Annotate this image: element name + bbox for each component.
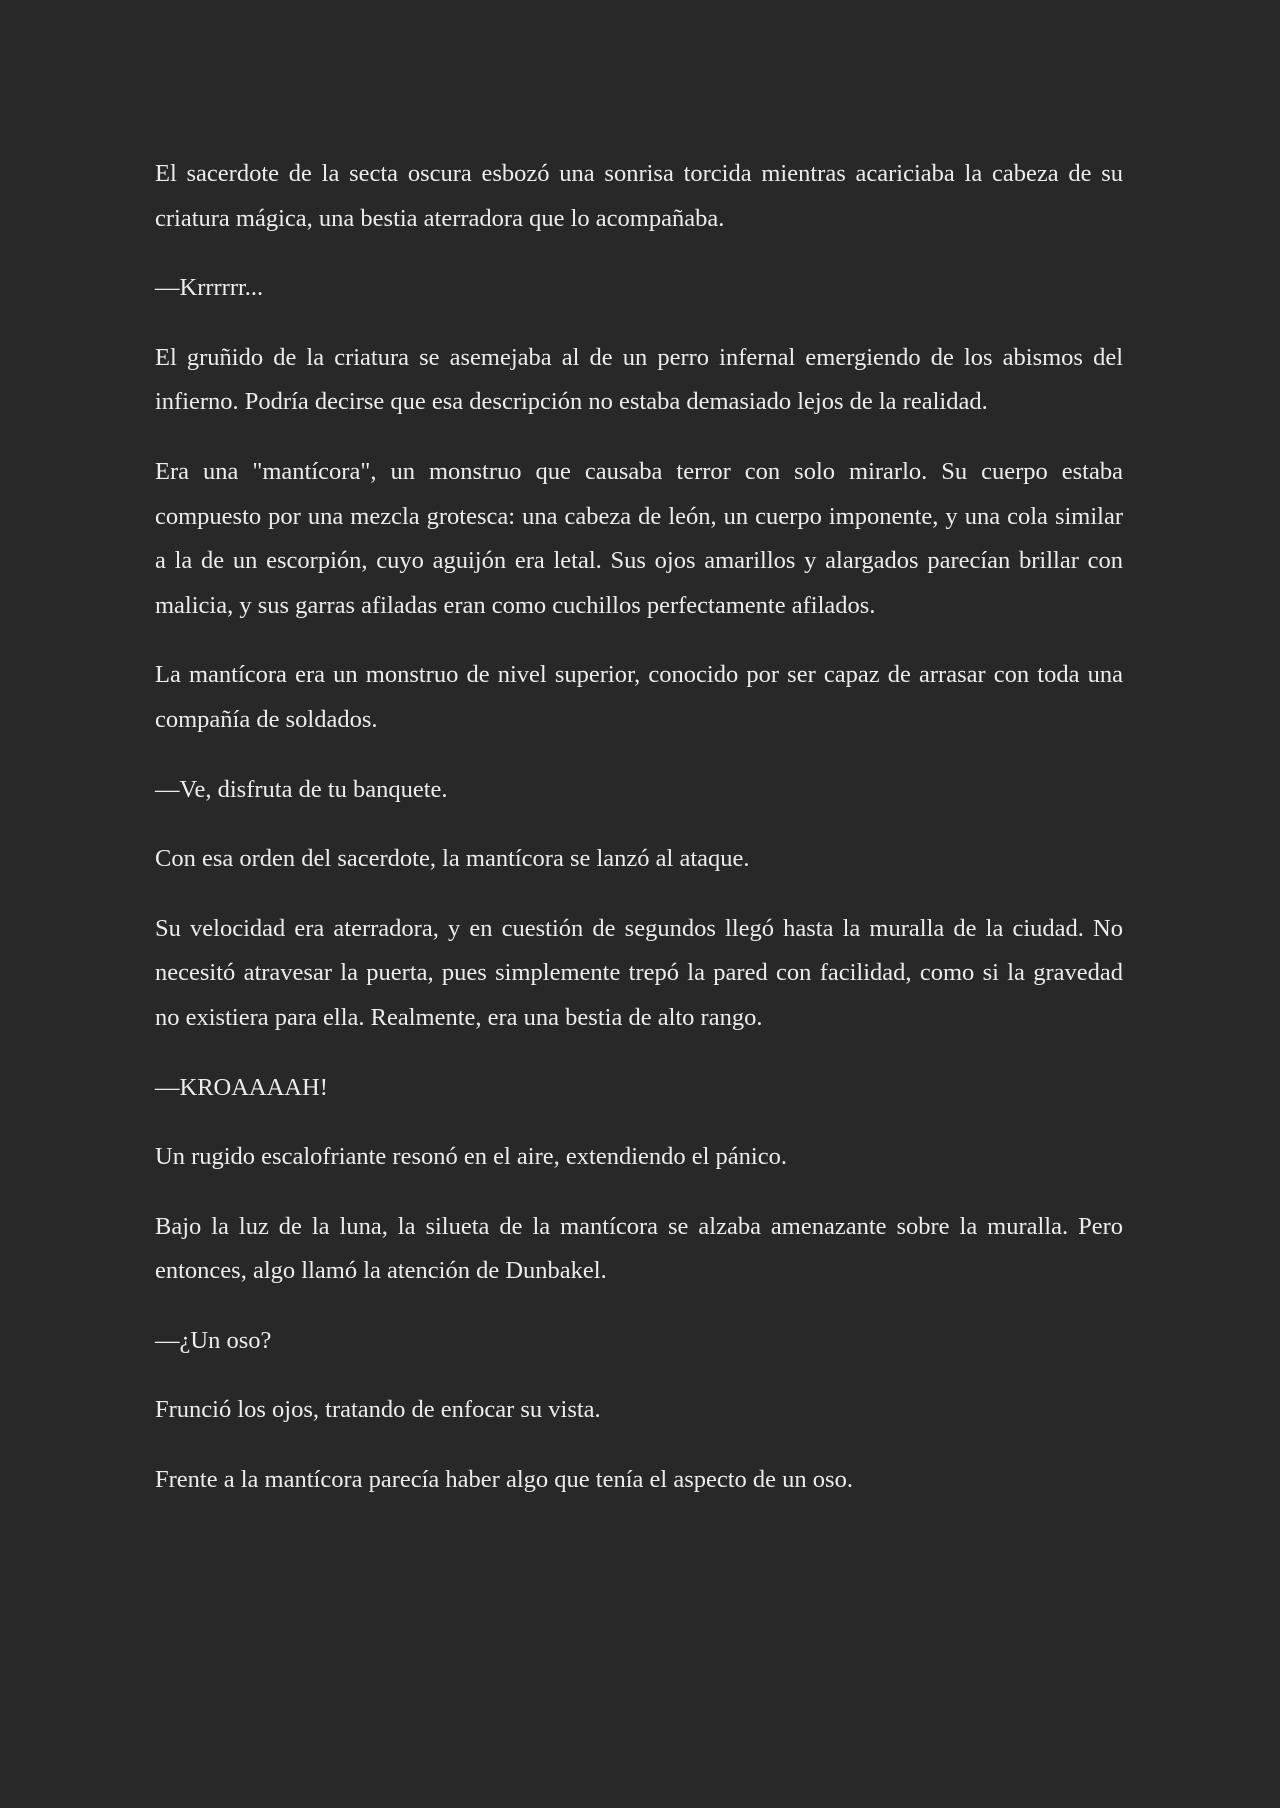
chapter-text xyxy=(155,152,1123,1528)
paragraph: El gruñido de la criatura se asemejaba al de un perro infernal emergiendo de los abismos del infierno. Podría decirse que esa descripción no estaba demasiado lejos de la realidad. xyxy=(155,343,1123,416)
paragraph: Era una "mantícora", un monstruo que causaba terror con solo mirarlo. Su cuerpo estaba compuesto por una mezcla grotesca: una cabeza de león, un cuerpo imponente, y una cola similar a la de un escorpión, cuyo aguijón era letal. Sus ojos amarillos y alargados parecían brillar con malicia, y sus garras afiladas eran como cuchillos perfectamente afilados. xyxy=(155,457,1123,619)
paragraph: Con esa orden del sacerdote, la mantícora se lanzó al ataque. xyxy=(155,845,750,873)
dialogue-line: —¿Un oso? xyxy=(155,1326,272,1354)
dialogue-line: —Ve, disfruta de tu banquete. xyxy=(155,775,448,803)
paragraph: Su velocidad era aterradora, y en cuestión de segundos llegó hasta la muralla de la ciudad. No necesitó atravesar la puerta, pues simplemente trepó la pared con facilidad, como si la gravedad no existiera para ella. Realmente, era una bestia de alto rango. xyxy=(155,914,1123,1031)
paragraph: La mantícora era un monstruo de nivel superior, conocido por ser capaz de arrasar con toda una compañía de soldados. xyxy=(155,661,1123,733)
paragraph: Frunció los ojos, tratando de enfocar su vista. xyxy=(155,1396,601,1424)
dialogue-line: —Krrrrrr... xyxy=(155,274,264,302)
paragraph: Bajo la luz de la luna, la silueta de la mantícora se alzaba amenazante sobre la muralla. Pero entonces, algo llamó la atención de Dunbakel. xyxy=(155,1212,1123,1285)
paragraph: Un rugido escalofriante resonó en el aire, extendiendo el pánico. xyxy=(155,1143,787,1171)
paragraph: Frente a la mantícora parecía haber algo que tenía el aspecto de un oso. xyxy=(155,1466,853,1494)
dialogue-line: —KROAAAAH! xyxy=(155,1073,328,1101)
paragraph: El sacerdote de la secta oscura esbozó una sonrisa torcida mientras acariciaba la cabeza de su criatura mágica, una bestia aterradora que lo acompañaba. xyxy=(155,160,1123,232)
